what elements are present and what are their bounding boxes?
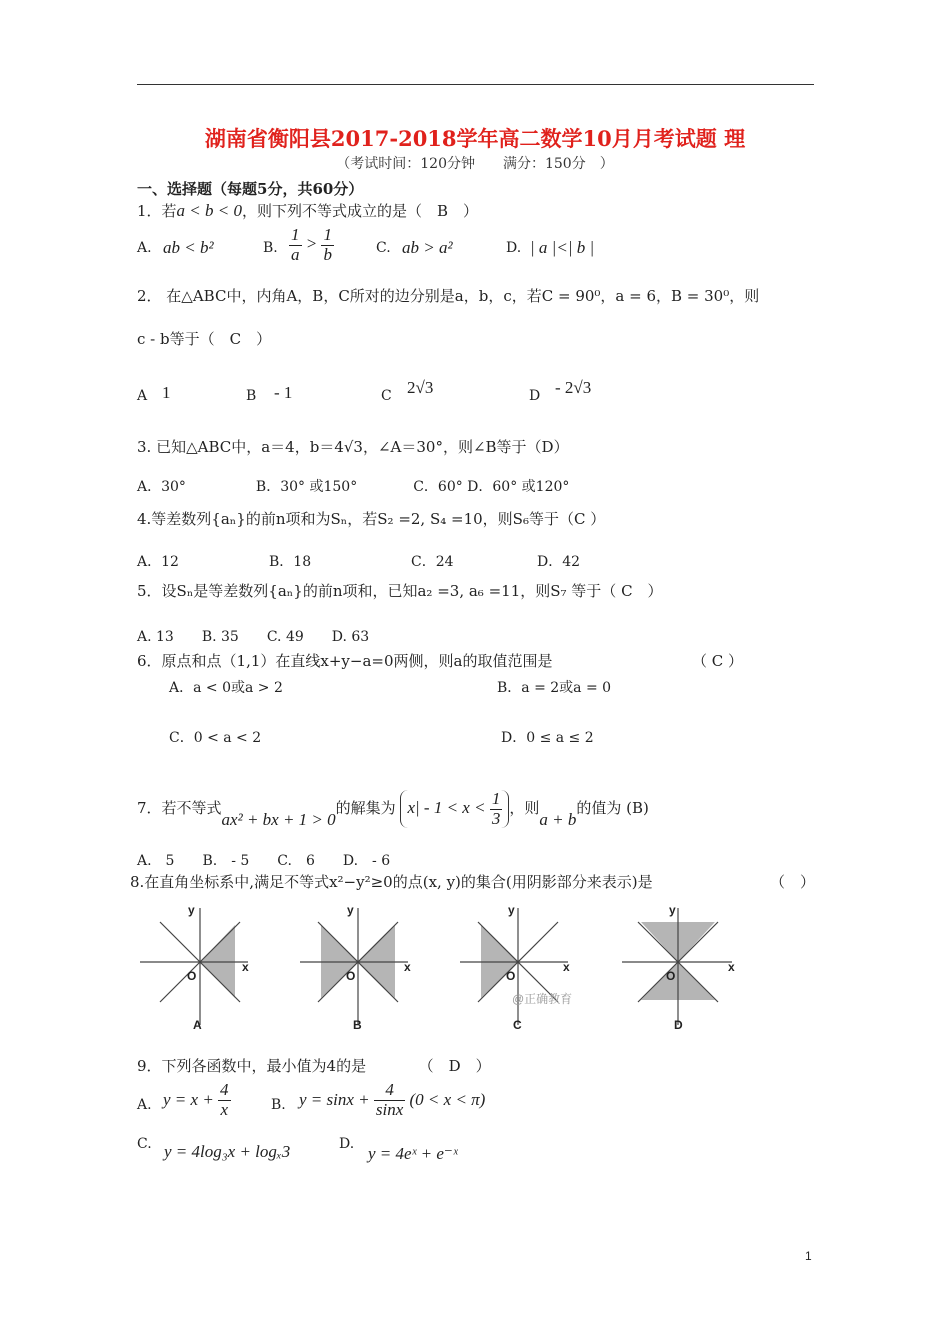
q2-option-d-label: D [529, 388, 541, 404]
q9-option-d: y = 4eˣ + e⁻ˣ [368, 1144, 458, 1163]
q2-option-c: 2√3 [407, 378, 434, 397]
q7-inequality: ax² + bx + 1 > 0 [221, 810, 336, 830]
graph-b-origin: O [346, 969, 356, 983]
graph-a-x-axis: x [242, 960, 249, 974]
page-title: 湖南省衡阳县2017-2018学年高二数学10月月考试题 理 [204, 126, 746, 151]
q1-option-a-label: A. [137, 240, 152, 256]
q1-stem-end: ，则下列不等式成立的是（ B ） [242, 202, 479, 220]
graph-b-x-axis: x [404, 960, 411, 974]
question-4: 4.等差数列{aₙ}的前n项和为Sₙ，若S₂ =2, S₄ =10，则S₆等于（C ） [137, 510, 606, 528]
graph-a-label: A [193, 1018, 202, 1032]
graph-c-origin: O [506, 969, 516, 983]
exam-info: （考试时间：120分钟 满分：150分 ） [336, 156, 614, 172]
watermark: @正确教育 [512, 992, 573, 1006]
q2-option-b-label: B [246, 388, 257, 404]
graph-c-y-axis: y [508, 903, 515, 917]
section-heading: 一、选择题（每题5分，共60分） [137, 180, 364, 198]
q8-answer: （ ） [770, 873, 816, 891]
q6-option-a: A．a < 0或a > 2 [169, 680, 283, 696]
q4-option-a: A．12 [137, 554, 179, 570]
q1-option-a: ab < b² [163, 238, 214, 257]
graph-c-label: C [513, 1018, 522, 1032]
graph-d-label: D [674, 1018, 683, 1032]
q1-stem: 1．若 [137, 202, 177, 220]
q6-option-b: B．a = 2或a = 0 [497, 680, 612, 696]
q9-option-b-label: B. [271, 1097, 286, 1113]
graph-d-origin: O [666, 969, 676, 983]
graph-d-x-axis: x [728, 960, 735, 974]
q1-option-b: $\frac{1}{a}$ > $\frac{1}{b}$ [291, 225, 332, 264]
question-2-cont: c - b等于（ C ） [137, 330, 272, 348]
question-7: 7．若不等式ax² + bx + 1 > 0的解集为 x| - 1 < x < $\frac{1}{3}$ ，则a + b的值为 (B) [137, 789, 649, 830]
graph-c [460, 900, 573, 1030]
top-rule [137, 84, 814, 85]
q9-option-a: y = x + $\frac{4}{x}$ [163, 1080, 229, 1119]
q2-option-d: - 2√3 [555, 378, 592, 397]
graph-b-y-axis: y [347, 903, 354, 917]
graph-d-y-axis: y [669, 903, 676, 917]
q6-option-c: C．0 < a < 2 [169, 730, 262, 746]
question-1 [137, 200, 478, 221]
q9-option-c-label: C. [137, 1136, 152, 1152]
q2-option-a: 1 [162, 383, 171, 402]
q4-option-c: C．24 [411, 554, 454, 570]
q7-options: A. 5 B. - 5 C. 6 D. - 6 [137, 853, 391, 869]
q9-option-d-label: D. [339, 1136, 355, 1152]
graph-a-y-axis: y [188, 903, 195, 917]
q6-answer: （ C ） [692, 652, 744, 670]
question-6: 6．原点和点（1,1）在直线x+y−a=0两侧，则a的取值范围是 [137, 652, 553, 670]
q9-option-b: y = sinx + $\frac{4}{\sin x}$ (0 < x < π) [299, 1080, 486, 1119]
graph-b [300, 900, 410, 1030]
question-8: 8.在直角坐标系中,满足不等式x²−y²≥0的点(x, y)的集合(用阴影部分来表示)是 [130, 873, 653, 891]
q1-option-b-label: B. [263, 240, 278, 256]
question-3: 3. 已知△ABC中，a＝4，b＝4√3，∠A＝30°，则∠B等于（D） [137, 438, 569, 456]
question-2: 2． 在△ABC中，内角A，B，C所对的边分别是a，b，c，若C = 90⁰，a = 6，B = 30⁰，则 [137, 287, 760, 305]
graph-c-x-axis: x [563, 960, 570, 974]
q9-option-a-label: A. [137, 1097, 152, 1113]
question-9: 9．下列各函数中，最小值为4的是 （ D ） [137, 1057, 491, 1075]
graph-a [140, 900, 250, 1030]
graph-d [622, 900, 732, 1030]
q1-option-c-label: C. [376, 240, 391, 256]
q2-option-b: - 1 [274, 383, 293, 402]
question-5: 5．设Sₙ是等差数列{aₙ}的前n项和，已知a₂ =3, a₆ =11，则S₇ 等于（ C ） [137, 582, 663, 600]
graph-a-origin: O [187, 969, 197, 983]
page-number: 1 [805, 1249, 812, 1263]
q2-option-c-label: C [381, 388, 392, 404]
graph-b-label: B [353, 1018, 362, 1032]
q5-options: A. 13 B. 35 C. 49 D. 63 [137, 629, 370, 645]
q1-option-d: | a |<| b | [530, 238, 595, 257]
q1-condition: a < b < 0 [176, 201, 242, 220]
q2-option-a-label: A [137, 388, 148, 404]
q4-option-d: D．42 [537, 554, 581, 570]
q1-option-c: ab > a² [402, 238, 453, 257]
q1-option-d-label: D. [506, 240, 522, 256]
q4-option-b: B．18 [269, 554, 312, 570]
q7-solution-set: x| - 1 < x < $\frac{1}{3}$ [400, 790, 509, 828]
q3-options: A．30° B．30° 或150° C．60° D．60° 或120° [137, 479, 570, 495]
q7-a-plus-b: a + b [539, 810, 577, 830]
q6-option-d: D．0 ≤ a ≤ 2 [501, 730, 594, 746]
q9-option-c: y = 4log₃x + logₓ3 [164, 1142, 291, 1161]
